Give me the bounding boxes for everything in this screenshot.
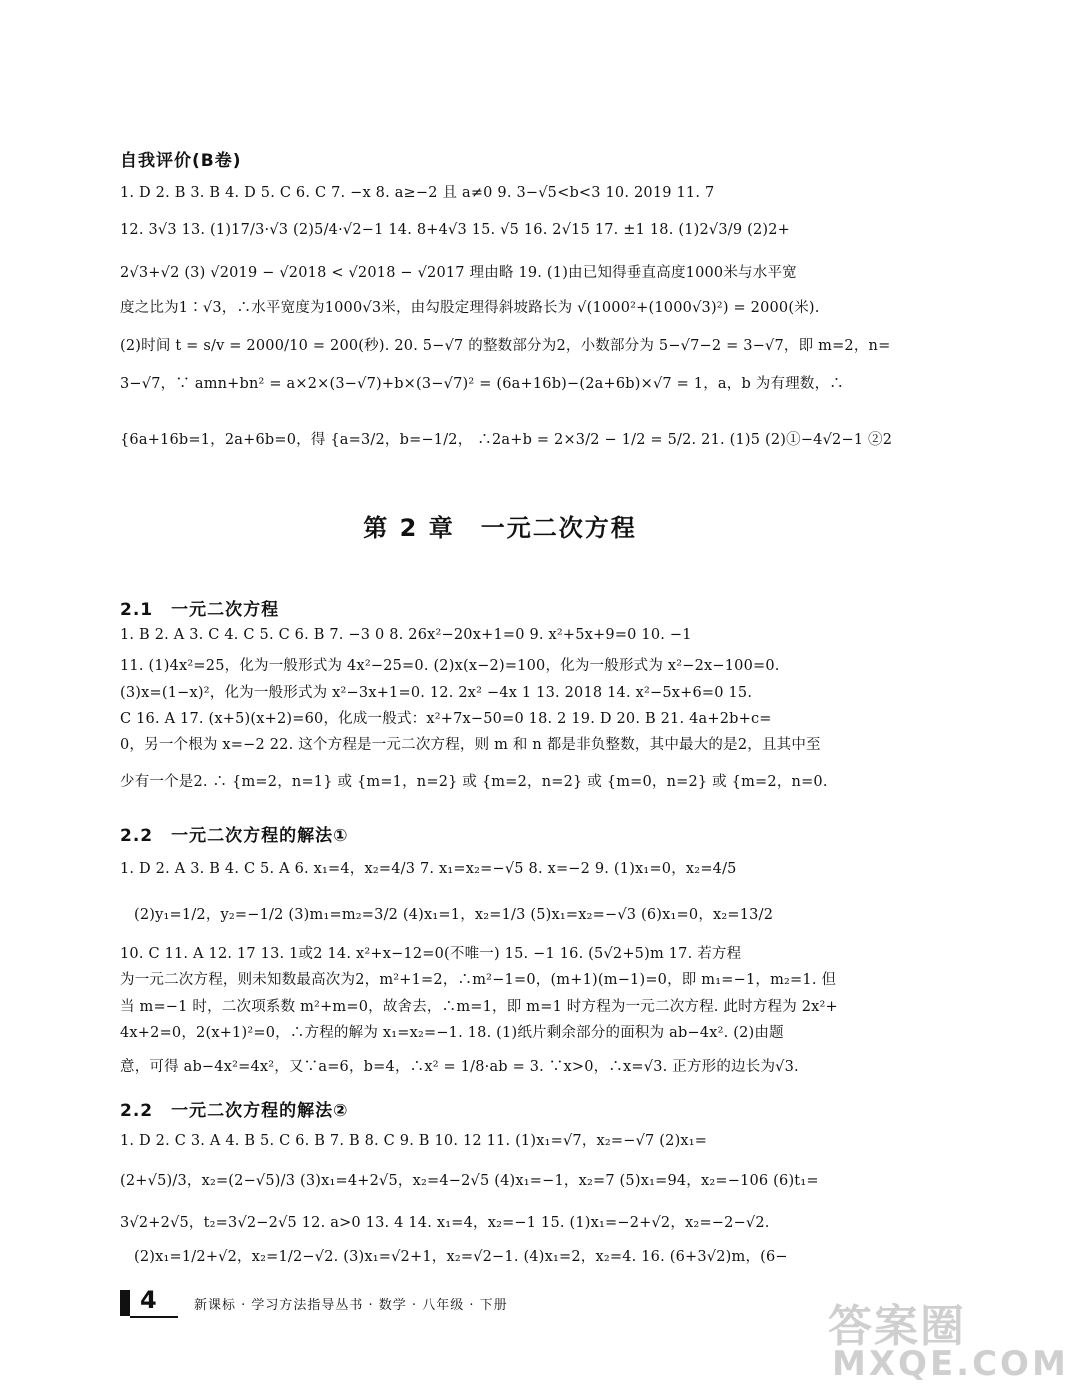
answer-line: 10. C 11. A 12. 17 13. 1或2 14. x²+x−12=0(不唯一) 15. −1 16. (5√2+5)m 17. 若方程 — [120, 946, 742, 962]
footer-bar — [120, 1290, 130, 1316]
answer-line: (3)x=(1−x)²，化为一般形式为 x²−3x+1=0. 12. 2x² −4x 1 13. 2018 14. x²−5x+6=0 15. — [120, 685, 753, 701]
answer-line: {6a+16b=1，2a+6b=0，得 {a=3/2，b=−1/2， ∴2a+b = 2×3/2 − 1/2 = 5/2. 21. (1)5 (2)①−4√2−1 ②2 — [120, 432, 893, 448]
answer-line: 3−√7，∵ amn+bn² = a×2×(3−√7)+b×(3−√7)² = (6a+16b)−(2a+6b)×√7 = 1，a，b 为有理数，∴ — [120, 376, 844, 392]
answer-line: C 16. A 17. (x+5)(x+2)=60，化成一般式：x²+7x−50=0 18. 2 19. D 20. B 21. 4a+2b+c= — [120, 711, 772, 727]
answer-line: (2+√5)/3，x₂=(2−√5)/3 (3)x₁=4+2√5，x₂=4−2√5 (4)x₁=−1，x₂=7 (5)x₁=94，x₂=−106 (6)t₁= — [120, 1173, 819, 1189]
section-title-b: 自我评价(B卷) — [120, 151, 242, 171]
answer-line: (2)y₁=1/2，y₂=−1/2 (3)m₁=m₂=3/2 (4)x₁=1，x₂=1/3 (5)x₁=x₂=−√3 (6)x₁=0，x₂=13/2 — [134, 907, 774, 923]
answer-line: (2)时间 t = s/v = 2000/10 = 200(秒). 20. 5−√7 的整数部分为2，小数部分为 5−√7−2 = 3−√7，即 m=2，n= — [120, 338, 891, 354]
answer-line: 4x+2=0，2(x+1)²=0，∴方程的解为 x₁=x₂=−1. 18. (1)纸片剩余部分的面积为 ab−4x². (2)由题 — [120, 1025, 784, 1041]
answer-line: 0，另一个根为 x=−2 22. 这个方程是一元二次方程，则 m 和 n 都是非负整数，其中最大的是2，且其中至 — [120, 737, 821, 753]
section-title-2-1: 2.1 一元二次方程 — [120, 600, 280, 620]
answer-line: 12. 3√3 13. (1)17/3·√3 (2)5/4·√2−1 14. 8+4√3 15. √5 16. 2√15 17. ±1 18. (1)2√3/9 (2)2+ — [120, 222, 791, 238]
page-number: 4 — [140, 1286, 157, 1314]
answer-line: 3√2+2√5，t₂=3√2−2√5 12. a>0 13. 4 14. x₁=4，x₂=−1 15. (1)x₁=−2+√2，x₂=−2−√2. — [120, 1215, 770, 1231]
answer-line: (2)x₁=1/2+√2，x₂=1/2−√2. (3)x₁=√2+1，x₂=√2−1. (4)x₁=2，x₂=4. 16. (6+3√2)m，(6− — [134, 1249, 788, 1265]
answer-line: 1. D 2. B 3. B 4. D 5. C 6. C 7. −x 8. a≥−2 且 a≠0 9. 3−√5<b<3 10. 2019 11. 7 — [120, 185, 715, 201]
answer-line: 当 m=−1 时，二次项系数 m²+m=0，故舍去，∴m=1，即 m=1 时方程为一元二次方程. 此时方程为 2x²+ — [120, 999, 838, 1015]
section-title-2-2-a: 2.2 一元二次方程的解法① — [120, 826, 349, 846]
chapter-title: 第 2 章 一元二次方程 — [363, 514, 637, 542]
watermark-url: MXQE.COM — [832, 1344, 1069, 1384]
answer-line: 1. B 2. A 3. C 4. C 5. C 6. B 7. −3 0 8. 26x²−20x+1=0 9. x²+5x+9=0 10. −1 — [120, 627, 692, 643]
answer-line: 为一元二次方程，则未知数最高次为2，m²+1=2，∴m²−1=0，(m+1)(m−1)=0，即 m₁=−1，m₂=1. 但 — [120, 972, 837, 988]
answer-line: 1. D 2. C 3. A 4. B 5. C 6. B 7. B 8. C 9. B 10. 12 11. (1)x₁=√7，x₂=−√7 (2)x₁= — [120, 1133, 708, 1149]
footer-rule — [130, 1316, 178, 1318]
answer-line: 意，可得 ab−4x²=4x²，又∵a=6，b=4，∴x² = 1/8·ab = 3. ∵x>0，∴x=√3. 正方形的边长为√3. — [120, 1059, 799, 1075]
answer-line: 1. D 2. A 3. B 4. C 5. A 6. x₁=4，x₂=4/3 7. x₁=x₂=−√5 8. x=−2 9. (1)x₁=0，x₂=4/5 — [120, 861, 737, 877]
section-title-2-2-b: 2.2 一元二次方程的解法② — [120, 1101, 349, 1121]
answer-line: 11. (1)4x²=25，化为一般形式为 4x²−25=0. (2)x(x−2)=100，化为一般形式为 x²−2x−100=0. — [120, 658, 780, 674]
book-title: 新课标 · 学习方法指导丛书 · 数学 · 八年级 · 下册 — [194, 1298, 508, 1313]
answer-line: 2√3+√2 (3) √2019 − √2018 < √2018 − √2017 理由略 19. (1)由已知得垂直高度1000米与水平宽 — [120, 265, 797, 281]
answer-line: 度之比为1∶√3，∴水平宽度为1000√3米，由勾股定理得斜坡路长为 √(1000²+(1000√3)²) = 2000(米). — [120, 300, 820, 316]
watermark-logo — [820, 1290, 1069, 1385]
watermark-text: 答案圈 — [828, 1301, 966, 1352]
answer-line: 少有一个是2. ∴ {m=2，n=1} 或 {m=1，n=2} 或 {m=2，n=2} 或 {m=0，n=2} 或 {m=2，n=0. — [120, 774, 828, 790]
